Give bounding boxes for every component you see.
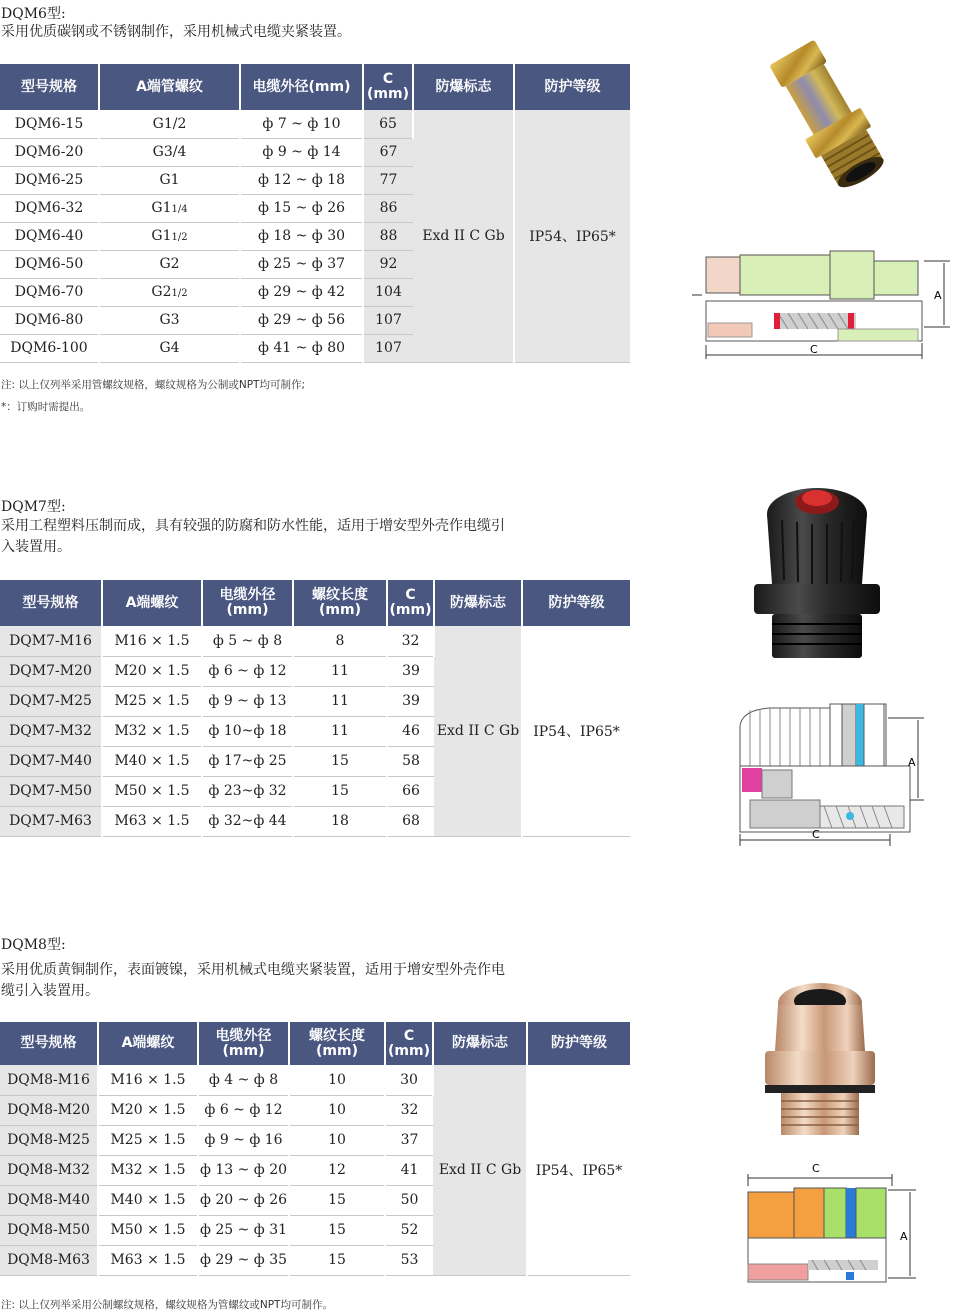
- table-row: [0, 626, 630, 656]
- cell-thread-length: 11: [293, 656, 387, 686]
- cell-cable-diameter: ф 9 ~ ф 14: [240, 138, 363, 166]
- header-model: 型号规格: [0, 64, 99, 110]
- cell-thread-length: 15: [289, 1245, 385, 1275]
- cell-c: 32: [387, 626, 434, 656]
- cell-thread: M20 × 1.5: [98, 1095, 198, 1125]
- dqm8-title: DQM8型:: [1, 937, 66, 953]
- cell-c: 53: [385, 1245, 433, 1275]
- cell-model: DQM7-M63: [0, 806, 102, 836]
- dqm7-title: DQM7型:: [1, 499, 66, 515]
- cell-cable-diameter: ф 15 ~ ф 26: [240, 194, 363, 222]
- dqm7-dimension-drawing: [720, 700, 932, 848]
- cell-thread: M63 × 1.5: [102, 806, 202, 836]
- dqm8-dim-c: C: [812, 1162, 820, 1175]
- cell-thread-length: 10: [289, 1065, 385, 1095]
- dqm8-dim-a: A: [900, 1230, 908, 1243]
- cell-cable-diameter: ф 4 ~ ф 8: [198, 1065, 289, 1095]
- cell-c: 104: [363, 278, 413, 306]
- dqm8-header-row: [0, 1022, 630, 1065]
- cell-model: DQM7-M16: [0, 626, 102, 656]
- cell-model: DQM6-25: [0, 166, 99, 194]
- cell-model: DQM7-M50: [0, 776, 102, 806]
- header-thread-length: 螺纹长度 (mm): [293, 580, 387, 626]
- cell-model: DQM7-M25: [0, 686, 102, 716]
- cell-thread: M63 × 1.5: [98, 1245, 198, 1275]
- header-model: 型号规格: [0, 1022, 98, 1065]
- header-thread: A端管螺纹: [99, 64, 240, 110]
- cell-model: DQM8-M16: [0, 1065, 98, 1095]
- cell-thread: M25 × 1.5: [102, 686, 202, 716]
- cell-model: DQM8-M32: [0, 1155, 98, 1185]
- cell-thread-length: 18: [293, 806, 387, 836]
- cell-cable-diameter: ф 20 ~ ф 26: [198, 1185, 289, 1215]
- cell-model: DQM6-80: [0, 306, 99, 334]
- cell-cable-diameter: ф 9 ~ ф 13: [202, 686, 293, 716]
- cell-model: DQM8-M63: [0, 1245, 98, 1275]
- cell-thread: G3/4: [99, 138, 240, 166]
- cell-thread: M40 × 1.5: [98, 1185, 198, 1215]
- cell-cable-diameter: ф 29 ~ ф 56: [240, 306, 363, 334]
- dqm8-product-photo: [745, 975, 895, 1140]
- cell-thread-length: 15: [293, 746, 387, 776]
- cell-cable-diameter: ф 5 ~ ф 8: [202, 626, 293, 656]
- cell-thread: G3: [99, 306, 240, 334]
- cell-model: DQM7-M40: [0, 746, 102, 776]
- cell-cable-diameter: ф 9 ~ ф 16: [198, 1125, 289, 1155]
- cell-cable-diameter: ф 18 ~ ф 30: [240, 222, 363, 250]
- header-ip: 防护等级: [514, 64, 630, 110]
- table-row: [0, 110, 630, 138]
- cell-thread: G2: [99, 250, 240, 278]
- cell-thread: M16 × 1.5: [98, 1065, 198, 1095]
- dqm6-order-note: *：订购时需提出。: [1, 401, 91, 413]
- cell-ip: IP54、IP65*: [527, 1065, 630, 1275]
- dqm8-dimension-drawing: [740, 1160, 938, 1290]
- cell-c: 107: [363, 334, 413, 362]
- cell-cable-diameter: ф 13 ~ ф 20: [198, 1155, 289, 1185]
- cell-thread-length: 11: [293, 686, 387, 716]
- cell-cable-diameter: ф 32~ф 44: [202, 806, 293, 836]
- cell-model: DQM8-M40: [0, 1185, 98, 1215]
- header-ip: 防护等级: [527, 1022, 630, 1065]
- cell-cable-diameter: ф 7 ~ ф 10: [240, 110, 363, 138]
- cell-c: 67: [363, 138, 413, 166]
- cell-cable-diameter: ф 10~ф 18: [202, 716, 293, 746]
- header-thread: A端螺纹: [102, 580, 202, 626]
- dqm8-description-line2: 缆引入装置用。: [1, 983, 99, 999]
- cell-ex-mark: Exd II C Gb: [413, 110, 514, 362]
- cell-thread: G11/4: [99, 194, 240, 222]
- cell-cable-diameter: ф 25 ~ ф 31: [198, 1215, 289, 1245]
- cell-thread-length: 15: [289, 1185, 385, 1215]
- header-ex-mark: 防爆标志: [434, 580, 522, 626]
- cell-c: 68: [387, 806, 434, 836]
- header-c: C (mm): [385, 1022, 433, 1065]
- dqm6-description: 采用优质碳钢或不锈钢制作，采用机械式电缆夹紧装置。: [1, 24, 351, 40]
- cell-c: 32: [385, 1095, 433, 1125]
- dqm6-dim-c: C: [810, 343, 818, 356]
- cell-thread: G11/2: [99, 222, 240, 250]
- dqm6-title: DQM6型:: [1, 6, 66, 22]
- header-ex-mark: 防爆标志: [433, 1022, 527, 1065]
- cell-model: DQM8-M25: [0, 1125, 98, 1155]
- cell-cable-diameter: ф 6 ~ ф 12: [202, 656, 293, 686]
- cell-cable-diameter: ф 41 ~ ф 80: [240, 334, 363, 362]
- cell-cable-diameter: ф 29 ~ ф 42: [240, 278, 363, 306]
- cell-ex-mark: Exd II C Gb: [434, 626, 522, 836]
- cell-thread-length: 15: [289, 1215, 385, 1245]
- cell-thread-length: 11: [293, 716, 387, 746]
- header-model: 型号规格: [0, 580, 102, 626]
- dqm6-header-row: [0, 64, 630, 110]
- cell-c: 58: [387, 746, 434, 776]
- header-c: C (mm): [387, 580, 434, 626]
- cell-cable-diameter: ф 17~ф 25: [202, 746, 293, 776]
- cell-c: 39: [387, 656, 434, 686]
- cell-c: 52: [385, 1215, 433, 1245]
- header-cable-diameter: 电缆外径(mm): [240, 64, 363, 110]
- cell-c: 92: [363, 250, 413, 278]
- cell-cable-diameter: ф 6 ~ ф 12: [198, 1095, 289, 1125]
- header-ex-mark: 防爆标志: [413, 64, 514, 110]
- cell-thread: M32 × 1.5: [102, 716, 202, 746]
- cell-c: 66: [387, 776, 434, 806]
- cell-ex-mark: Exd II C Gb: [433, 1065, 527, 1275]
- dqm7-dim-c: C: [812, 828, 820, 841]
- dqm6-spec-table: [0, 64, 630, 363]
- cell-thread: M20 × 1.5: [102, 656, 202, 686]
- cell-c: 41: [385, 1155, 433, 1185]
- dqm6-product-photo: [745, 32, 915, 202]
- cell-c: 88: [363, 222, 413, 250]
- dqm7-description-line2: 入装置用。: [1, 539, 71, 555]
- header-cable-diameter: 电缆外径 (mm): [202, 580, 293, 626]
- dqm7-product-photo: [742, 480, 892, 670]
- cell-thread: M25 × 1.5: [98, 1125, 198, 1155]
- dqm6-note: 注: 以上仅列举采用管螺纹规格，螺纹规格为公制或NPT均可制作;: [1, 379, 306, 391]
- cell-ip: IP54、IP65*: [514, 110, 630, 362]
- cell-model: DQM7-M32: [0, 716, 102, 746]
- cell-c: 39: [387, 686, 434, 716]
- dqm8-description-line1: 采用优质黄铜制作，表面镀镍，采用机械式电缆夹紧装置，适用于增安型外壳作电: [1, 962, 505, 978]
- header-c: C (mm): [363, 64, 413, 110]
- dqm6-dimension-drawing: [688, 247, 950, 365]
- dqm7-header-row: [0, 580, 630, 626]
- dqm8-note: 注: 以上仅列举采用公制螺纹规格，螺纹规格为管螺纹或NPT均可制作。: [1, 1299, 333, 1311]
- cell-thread: M32 × 1.5: [98, 1155, 198, 1185]
- cell-model: DQM6-15: [0, 110, 99, 138]
- cell-model: DQM6-100: [0, 334, 99, 362]
- cell-thread: G1/2: [99, 110, 240, 138]
- dqm7-dim-a: A: [908, 756, 916, 769]
- cell-thread: G1: [99, 166, 240, 194]
- cell-c: 46: [387, 716, 434, 746]
- cell-c: 77: [363, 166, 413, 194]
- cell-model: DQM6-40: [0, 222, 99, 250]
- cell-thread-length: 12: [289, 1155, 385, 1185]
- cell-cable-diameter: ф 29 ~ ф 35: [198, 1245, 289, 1275]
- cell-thread-length: 8: [293, 626, 387, 656]
- header-ip: 防护等级: [522, 580, 630, 626]
- cell-ip: IP54、IP65*: [522, 626, 630, 836]
- header-cable-diameter: 电缆外径 (mm): [198, 1022, 289, 1065]
- cell-model: DQM6-20: [0, 138, 99, 166]
- cell-c: 37: [385, 1125, 433, 1155]
- cell-c: 30: [385, 1065, 433, 1095]
- cell-thread-length: 10: [289, 1095, 385, 1125]
- dqm7-spec-table: [0, 580, 630, 837]
- cell-cable-diameter: ф 25 ~ ф 37: [240, 250, 363, 278]
- dqm7-description-line1: 采用工程塑料压制而成，具有较强的防腐和防水性能，适用于增安型外壳作电缆引: [1, 518, 505, 534]
- dqm8-spec-table: [0, 1022, 630, 1276]
- cell-model: DQM7-M20: [0, 656, 102, 686]
- cell-thread: M16 × 1.5: [102, 626, 202, 656]
- header-thread-length: 螺纹长度 (mm): [289, 1022, 385, 1065]
- cell-cable-diameter: ф 23~ф 32: [202, 776, 293, 806]
- cell-c: 65: [363, 110, 413, 138]
- cell-model: DQM8-M20: [0, 1095, 98, 1125]
- cell-model: DQM6-50: [0, 250, 99, 278]
- cell-thread-length: 10: [289, 1125, 385, 1155]
- cell-thread: M50 × 1.5: [102, 776, 202, 806]
- header-thread: A端螺纹: [98, 1022, 198, 1065]
- cell-c: 50: [385, 1185, 433, 1215]
- cell-thread: G21/2: [99, 278, 240, 306]
- cell-cable-diameter: ф 12 ~ ф 18: [240, 166, 363, 194]
- cell-thread: M40 × 1.5: [102, 746, 202, 776]
- dqm6-dim-a: A: [934, 289, 942, 302]
- cell-model: DQM8-M50: [0, 1215, 98, 1245]
- cell-model: DQM6-32: [0, 194, 99, 222]
- cell-thread: M50 × 1.5: [98, 1215, 198, 1245]
- table-row: [0, 1065, 630, 1095]
- cell-c: 86: [363, 194, 413, 222]
- cell-c: 107: [363, 306, 413, 334]
- cell-model: DQM6-70: [0, 278, 99, 306]
- cell-thread: G4: [99, 334, 240, 362]
- cell-thread-length: 15: [293, 776, 387, 806]
